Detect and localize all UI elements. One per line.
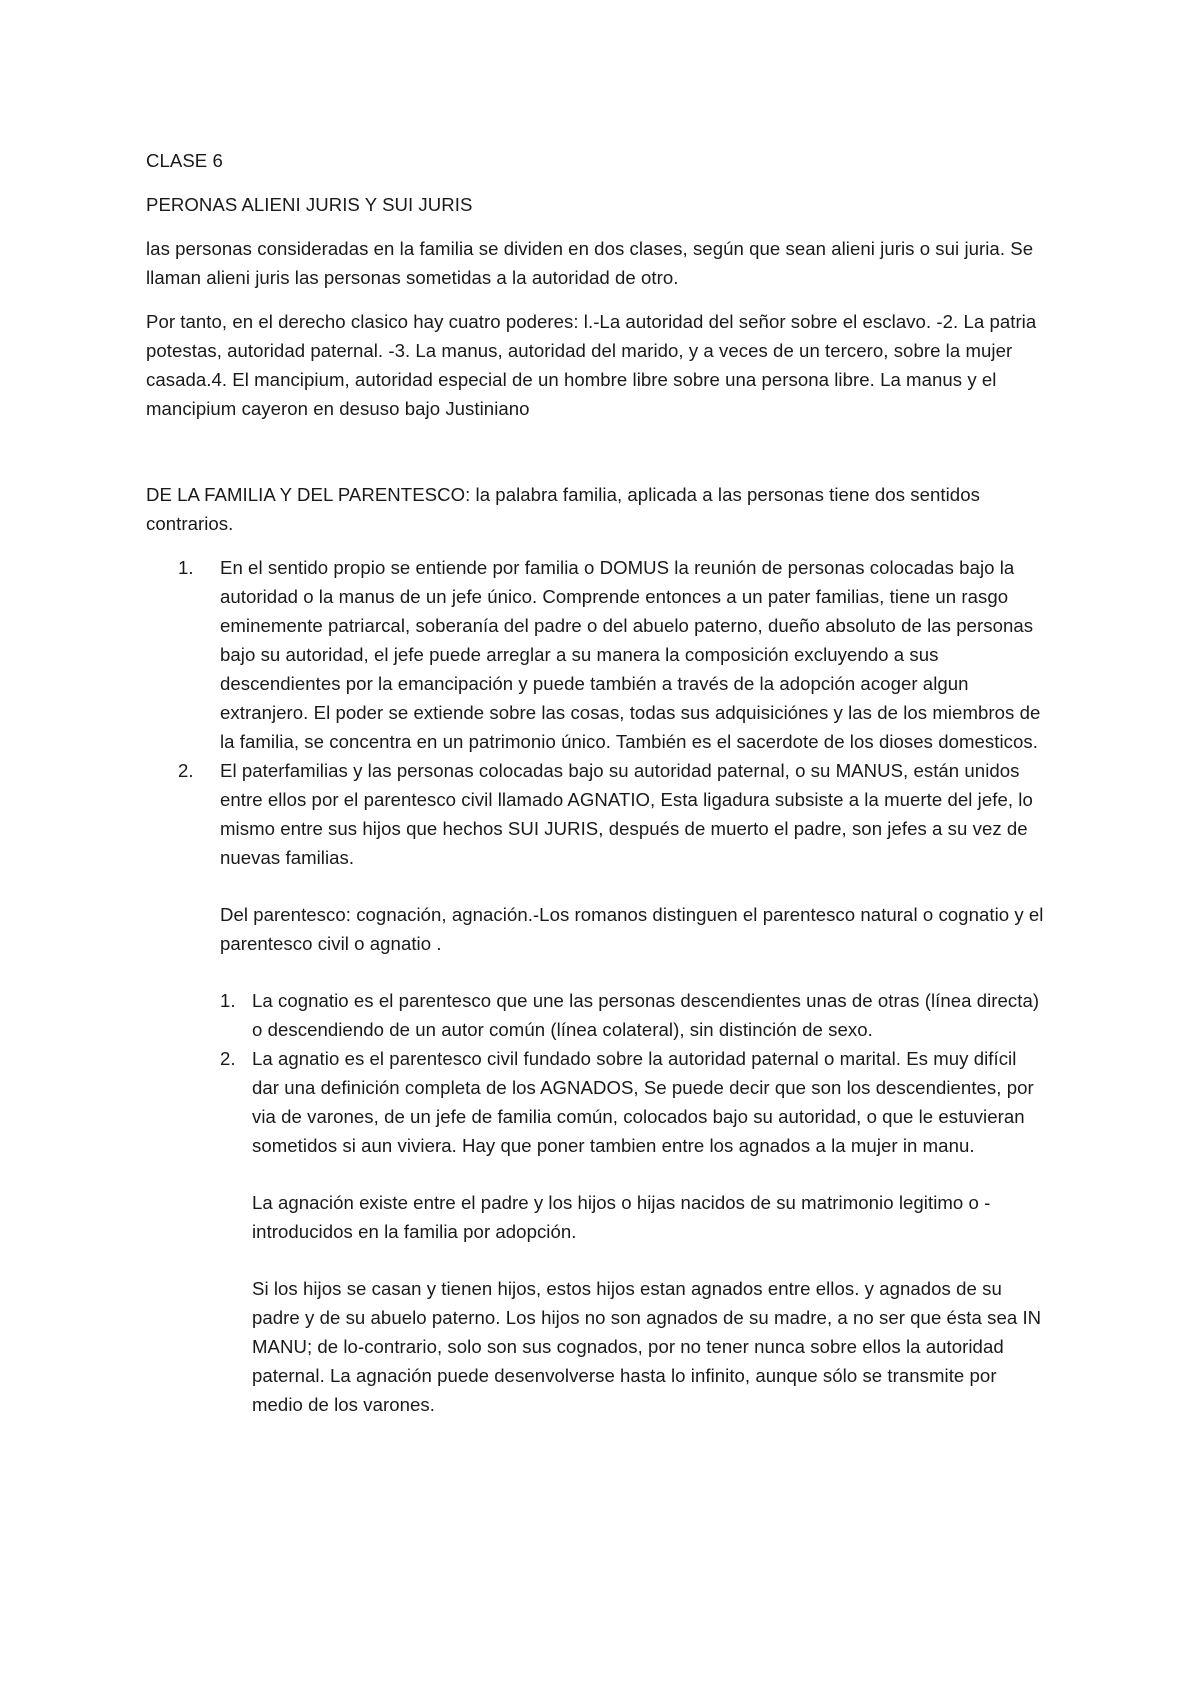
intro-paragraph: las personas consideradas en la familia se dividen en dos clases, según que sean alieni juris o sui juria. Se llaman alieni juris las personas sometidas a la autoridad de otro. [146, 238, 1034, 288]
list-item [146, 553, 1046, 756]
family-heading-paragraph: DE LA FAMILIA Y DEL PARENTESCO: la palabra familia, aplicada a las personas tiene dos sentidos contrarios. [146, 484, 980, 534]
agnation-paragraph: La agnación existe entre el padre y los hijos o hijas nacidos de su matrimonio legitimo o -introducidos en la familia por adopción. [252, 1192, 991, 1242]
list-item-text: En el sentido propio se entiende por familia o DOMUS la reunión de personas colocadas bajo la autoridad o la manus de un jefe único. Comprende entonces a un pater familias, tiene un rasgo eminemente patriarcal, soberanía del padre o del abuelo paterno, dueño absoluto de las personas bajo su autoridad, el jefe puede arreglar a su manera la composición excluyendo a sus descendientes por la emancipación y puede también a través de la adopción acoger algun extranjero. El poder se extiende sobre las cosas, todas sus adquisiciónes y las de los miembros de la familia, se concentra en un patrimonio único. También es el sacerdote de los dioses domesticos. [220, 557, 1041, 752]
list-number: 2. [220, 1048, 236, 1069]
list-number: 1. [178, 557, 194, 578]
document-body [146, 146, 1046, 1419]
list-number: 1. [220, 990, 236, 1011]
class-heading: CLASE 6 [146, 150, 223, 171]
list-item [146, 756, 1046, 872]
family-senses-list [146, 553, 1046, 872]
children-agnation-paragraph: Si los hijos se casan y tienen hijos, estos hijos estan agnados entre ellos. y agnados de su padre y de su abuelo paterno. Los hijos no son agnados de su madre, a no ser que ésta sea IN MANU; de lo-contrario, solo son sus cognados, por no tener nunca sobre ellos la autoridad paternal. La agnación puede desenvolverse hasta lo infinito, aunque sólo se transmite por medio de los varones. [252, 1278, 1042, 1415]
kinship-types-list [146, 986, 1046, 1160]
list-item-text: La cognatio es el parentesco que une las personas descendientes unas de otras (línea directa) o descendiendo de un autor común (línea colateral), sin distinción de sexo. [252, 990, 1040, 1040]
list-item-text: El paterfamilias y las personas colocadas bajo su autoridad paternal, o su MANUS, están unidos entre ellos por el parentesco civil llamado AGNATIO, Esta ligadura subsiste a la muerte del jefe, lo mismo entre sus hijos que hechos SUI JURIS, después de muerto el padre, son jefes a su vez de nuevas familias. [220, 760, 1033, 868]
list-item-text: La agnatio es el parentesco civil fundado sobre la autoridad paternal o marital. Es muy difícil dar una definición completa de los AGNADOS, Se puede decir que son los descendientes, por via de varones, de un jefe de familia común, colocados bajo su autoridad, o que le estuvieran sometidos si aun viviera. Hay que poner tambien entre los agnados a la mujer in manu. [252, 1048, 1034, 1156]
list-item [146, 1044, 1046, 1160]
kinship-paragraph: Del parentesco: cognación, agnación.-Los romanos distinguen el parentesco natural o cognatio y el parentesco civil o agnatio . [220, 904, 1044, 954]
list-item [146, 986, 1046, 1044]
section-title: PERONAS ALIENI JURIS Y SUI JURIS [146, 194, 473, 215]
list-number: 2. [178, 760, 194, 781]
powers-paragraph: Por tanto, en el derecho clasico hay cuatro poderes: l.-La autoridad del señor sobre el esclavo. -2. La patria potestas, autoridad paternal. -3. La manus, autoridad del marido, y a veces de un tercero, sobre la mujer casada.4. El mancipium, autoridad especial de un hombre libre sobre una persona libre. La manus y el mancipium cayeron en desuso bajo Justiniano [146, 311, 1037, 419]
